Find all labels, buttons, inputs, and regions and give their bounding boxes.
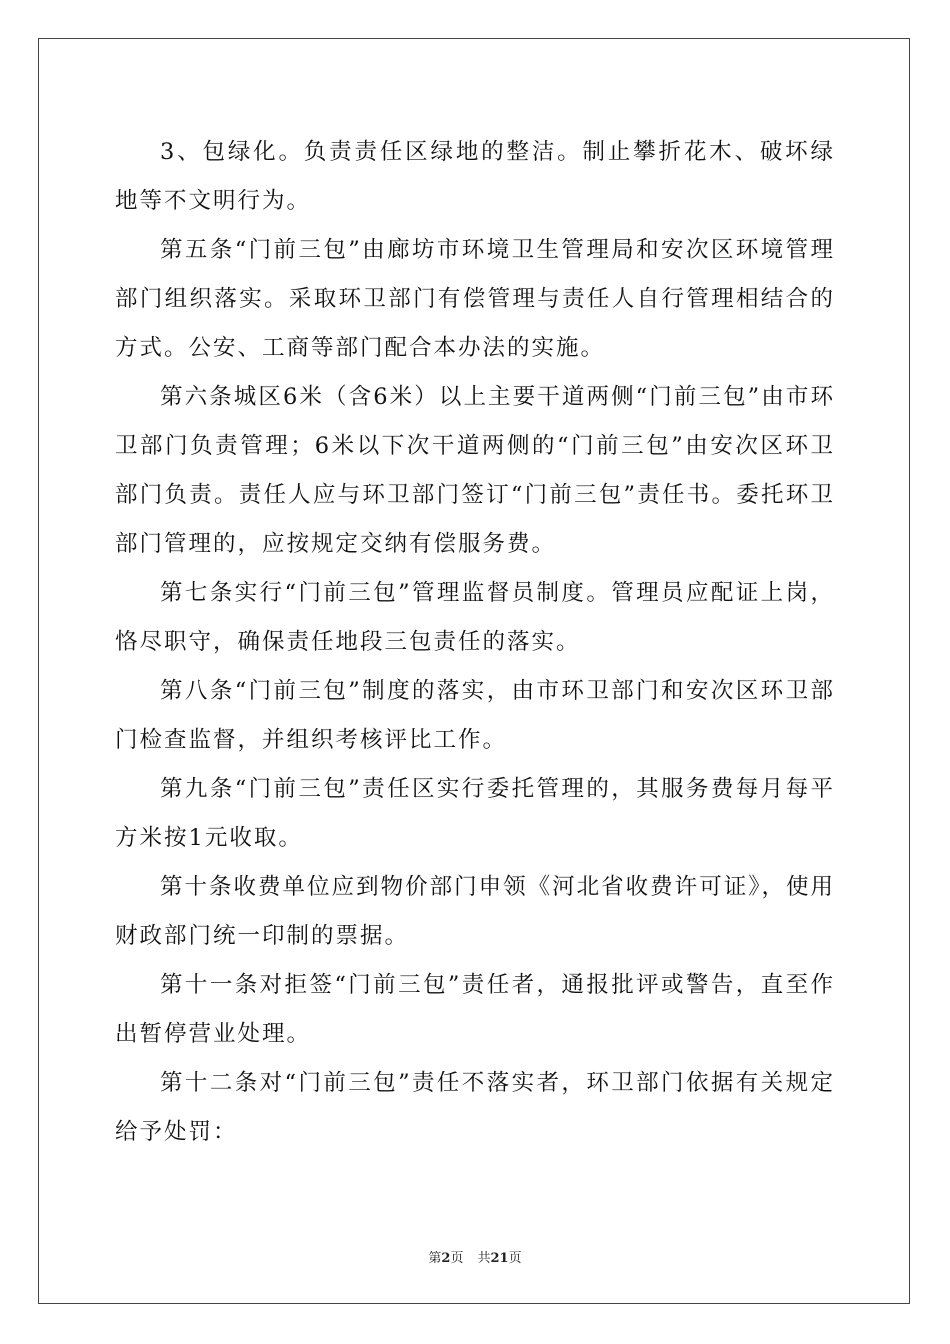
page-prefix: 第 xyxy=(428,1251,442,1266)
total-pages: 21 xyxy=(490,1251,509,1266)
paragraph-article-7: 第七条实行“门前三包”管理监督员制度。管理员应配证上岗，恪尽职守，确保责任地段三包责任的落实。 xyxy=(115,580,835,655)
page-footer xyxy=(0,1247,950,1266)
paragraph-article-9: 第九条“门前三包”责任区实行委托管理的，其服务费每月每平方米按1元收取。 xyxy=(115,776,835,851)
total-prefix: 共 xyxy=(477,1251,491,1266)
paragraph-article-8: 第八条“门前三包”制度的落实，由市环卫部门和安次区环卫部门检查监督，并组织考核评比工作。 xyxy=(115,678,835,753)
paragraph-article-5: 第五条“门前三包”由廊坊市环境卫生管理局和安次区环境管理部门组织落实。采取环卫部门有偿管理与责任人自行管理相结合的方式。公安、工商等部门配合本办法的实施。 xyxy=(115,237,835,361)
paragraph-article-11: 第十一条对拒签“门前三包”责任者，通报批评或警告，直至作出暂停营业处理。 xyxy=(115,972,835,1047)
paragraph-article-12: 第十二条对“门前三包”责任不落实者，环卫部门依据有关规定给予处罚： xyxy=(115,1070,835,1145)
page-number: 2 xyxy=(441,1251,451,1266)
document-body xyxy=(115,128,835,1157)
paragraph-article-10: 第十条收费单位应到物价部门申领《河北省收费许可证》，使用财政部门统一印制的票据。 xyxy=(115,874,835,949)
paragraph-article-6: 第六条城区6米（含6米）以上主要干道两侧“门前三包”由市环卫部门负责管理；6米以下次干道两侧的“门前三包”由安次区环卫部门负责。责任人应与环卫部门签订“门前三包”责任书。委托环卫部门管理的，应按规定交纳有偿服务费。 xyxy=(115,384,835,557)
paragraph-green-area: 3、包绿化。负责责任区绿地的整洁。制止攀折花木、破坏绿地等不文明行为。 xyxy=(115,139,835,214)
total-suffix: 页 xyxy=(508,1251,522,1266)
page-suffix: 页 xyxy=(450,1251,464,1266)
